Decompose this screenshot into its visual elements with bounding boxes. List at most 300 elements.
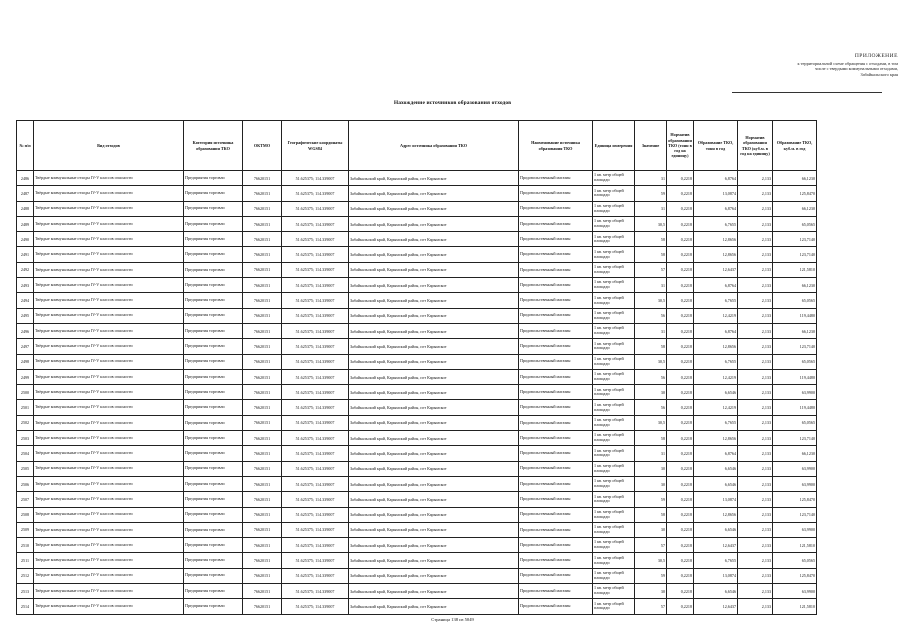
generation-tonnes-cell: 6,8764 xyxy=(694,171,738,186)
generation-cubic-cell: 123,7140 xyxy=(773,232,817,247)
oktmo-cell: 76620151 xyxy=(243,461,282,476)
col-header-generation-cubic: Образование ТКО, куб.м. в год xyxy=(773,121,817,171)
waste-type-cell: Твёрдые коммунальные отходы IV-V классов опасности xyxy=(34,247,184,262)
address-cell: Забайкальский край, Карымский район, пгт Карымское xyxy=(349,507,519,522)
address-cell: Забайкальский край, Карымский район, пгт Карымское xyxy=(349,232,519,247)
value-cell: 31 xyxy=(635,446,667,461)
row-number-cell: 2488 xyxy=(17,201,34,216)
norm-tonnes-cell: 0,2218 xyxy=(667,584,694,599)
table-row xyxy=(17,461,817,476)
norm-cubic-cell: 2,133 xyxy=(738,171,773,186)
norm-tonnes-cell: 0,2218 xyxy=(667,461,694,476)
generation-cubic-cell: 65,0565 xyxy=(773,354,817,369)
col-header-number: № п/п xyxy=(17,121,34,171)
unit-cell: 1 кв. метр общей площади xyxy=(593,247,635,262)
source-name-cell: Продовольственный магазин xyxy=(519,216,593,231)
coordinates-cell: 51.625375; 114.339007 xyxy=(282,308,349,323)
annex-block xyxy=(748,54,898,77)
source-category-cell: Предприятия торговли xyxy=(184,232,243,247)
norm-tonnes-cell: 0,2218 xyxy=(667,201,694,216)
value-cell: 30 xyxy=(635,476,667,491)
document-title: Нахождение источников образования отходов xyxy=(393,100,512,106)
source-category-cell: Предприятия торговли xyxy=(184,216,243,231)
source-name-cell: Продовольственный магазин xyxy=(519,584,593,599)
row-number-cell: 2502 xyxy=(17,415,34,430)
generation-tonnes-cell: 6,7655 xyxy=(694,216,738,231)
generation-tonnes-cell: 6,6546 xyxy=(694,476,738,491)
norm-tonnes-cell: 0,2218 xyxy=(667,522,694,537)
table-row xyxy=(17,247,817,262)
row-number-cell: 2487 xyxy=(17,186,34,201)
norm-cubic-cell: 2,133 xyxy=(738,492,773,507)
unit-cell: 1 кв. метр общей площади xyxy=(593,262,635,277)
coordinates-cell: 51.625375; 114.339007 xyxy=(282,538,349,553)
address-cell: Забайкальский край, Карымский район, пгт Карымское xyxy=(349,599,519,614)
row-number-cell: 2514 xyxy=(17,599,34,614)
oktmo-cell: 76620151 xyxy=(243,553,282,568)
table-row xyxy=(17,216,817,231)
generation-tonnes-cell: 6,8764 xyxy=(694,201,738,216)
source-category-cell: Предприятия торговли xyxy=(184,446,243,461)
oktmo-cell: 76620151 xyxy=(243,201,282,216)
norm-cubic-cell: 2,133 xyxy=(738,186,773,201)
norm-tonnes-cell: 0,2218 xyxy=(667,385,694,400)
value-cell: 30 xyxy=(635,522,667,537)
table-row xyxy=(17,186,817,201)
source-name-cell: Продовольственный магазин xyxy=(519,171,593,186)
norm-cubic-cell: 2,133 xyxy=(738,446,773,461)
source-category-cell: Предприятия торговли xyxy=(184,278,243,293)
norm-cubic-cell: 2,133 xyxy=(738,293,773,308)
generation-tonnes-cell: 13,0874 xyxy=(694,492,738,507)
norm-cubic-cell: 2,133 xyxy=(738,323,773,338)
norm-tonnes-cell: 0,2218 xyxy=(667,308,694,323)
coordinates-cell: 51.625375; 114.339007 xyxy=(282,293,349,308)
unit-cell: 1 кв. метр общей площади xyxy=(593,339,635,354)
generation-cubic-cell: 119,4480 xyxy=(773,308,817,323)
row-number-cell: 2509 xyxy=(17,522,34,537)
waste-type-cell: Твёрдые коммунальные отходы IV-V классов опасности xyxy=(34,385,184,400)
source-category-cell: Предприятия торговли xyxy=(184,431,243,446)
oktmo-cell: 76620151 xyxy=(243,216,282,231)
norm-tonnes-cell: 0,2218 xyxy=(667,476,694,491)
unit-cell: 1 кв. метр общей площади xyxy=(593,476,635,491)
waste-type-cell: Твёрдые коммунальные отходы IV-V классов опасности xyxy=(34,431,184,446)
norm-cubic-cell: 2,133 xyxy=(738,247,773,262)
row-number-cell: 2492 xyxy=(17,262,34,277)
source-name-cell: Продовольственный магазин xyxy=(519,415,593,430)
table-row xyxy=(17,278,817,293)
value-cell: 58 xyxy=(635,431,667,446)
coordinates-cell: 51.625375; 114.339007 xyxy=(282,584,349,599)
generation-tonnes-cell: 6,7655 xyxy=(694,415,738,430)
unit-cell: 1 кв. метр общей площади xyxy=(593,492,635,507)
oktmo-cell: 76620151 xyxy=(243,492,282,507)
address-cell: Забайкальский край, Карымский район, пгт Карымское xyxy=(349,201,519,216)
source-category-cell: Предприятия торговли xyxy=(184,584,243,599)
oktmo-cell: 76620151 xyxy=(243,186,282,201)
table-row xyxy=(17,323,817,338)
oktmo-cell: 76620151 xyxy=(243,400,282,415)
row-number-cell: 2510 xyxy=(17,538,34,553)
norm-cubic-cell: 2,133 xyxy=(738,369,773,384)
generation-cubic-cell: 123,7140 xyxy=(773,431,817,446)
waste-type-cell: Твёрдые коммунальные отходы IV-V классов опасности xyxy=(34,476,184,491)
coordinates-cell: 51.625375; 114.339007 xyxy=(282,385,349,400)
waste-type-cell: Твёрдые коммунальные отходы IV-V классов опасности xyxy=(34,308,184,323)
norm-tonnes-cell: 0,2218 xyxy=(667,171,694,186)
generation-cubic-cell: 123,7140 xyxy=(773,339,817,354)
row-number-cell: 2504 xyxy=(17,446,34,461)
coordinates-cell: 51.625375; 114.339007 xyxy=(282,492,349,507)
norm-tonnes-cell: 0,2218 xyxy=(667,492,694,507)
generation-tonnes-cell: 12,8656 xyxy=(694,247,738,262)
norm-cubic-cell: 2,133 xyxy=(738,232,773,247)
generation-cubic-cell: 66,1230 xyxy=(773,446,817,461)
unit-cell: 1 кв. метр общей площади xyxy=(593,431,635,446)
coordinates-cell: 51.625375; 114.339007 xyxy=(282,323,349,338)
col-header-value: Значение xyxy=(635,121,667,171)
coordinates-cell: 51.625375; 114.339007 xyxy=(282,171,349,186)
col-header-norm-tonnes: Норматив образования ТКО (тонн в год на единицу) xyxy=(667,121,694,171)
coordinates-cell: 51.625375; 114.339007 xyxy=(282,446,349,461)
generation-tonnes-cell: 6,6546 xyxy=(694,584,738,599)
address-cell: Забайкальский край, Карымский район, пгт Карымское xyxy=(349,568,519,583)
generation-tonnes-cell: 6,6546 xyxy=(694,461,738,476)
unit-cell: 1 кв. метр общей площади xyxy=(593,385,635,400)
row-number-cell: 2500 xyxy=(17,385,34,400)
unit-cell: 1 кв. метр общей площади xyxy=(593,446,635,461)
oktmo-cell: 76620151 xyxy=(243,293,282,308)
address-cell: Забайкальский край, Карымский район, пгт Карымское xyxy=(349,354,519,369)
waste-type-cell: Твёрдые коммунальные отходы IV-V классов опасности xyxy=(34,400,184,415)
address-cell: Забайкальский край, Карымский район, пгт Карымское xyxy=(349,431,519,446)
row-number-cell: 2495 xyxy=(17,308,34,323)
value-cell: 59 xyxy=(635,568,667,583)
oktmo-cell: 76620151 xyxy=(243,507,282,522)
waste-type-cell: Твёрдые коммунальные отходы IV-V классов опасности xyxy=(34,369,184,384)
generation-tonnes-cell: 12,4219 xyxy=(694,308,738,323)
generation-tonnes-cell: 6,7655 xyxy=(694,354,738,369)
page-footer: Страница 138 из 5049 xyxy=(431,617,474,622)
norm-tonnes-cell: 0,2218 xyxy=(667,446,694,461)
generation-cubic-cell: 121,5810 xyxy=(773,262,817,277)
generation-cubic-cell: 63,9900 xyxy=(773,461,817,476)
table-row xyxy=(17,538,817,553)
coordinates-cell: 51.625375; 114.339007 xyxy=(282,568,349,583)
oktmo-cell: 76620151 xyxy=(243,262,282,277)
oktmo-cell: 76620151 xyxy=(243,568,282,583)
norm-cubic-cell: 2,133 xyxy=(738,201,773,216)
generation-cubic-cell: 125,8470 xyxy=(773,492,817,507)
row-number-cell: 2506 xyxy=(17,476,34,491)
annex-divider xyxy=(732,92,882,93)
source-name-cell: Продовольственный магазин xyxy=(519,308,593,323)
waste-type-cell: Твёрдые коммунальные отходы IV-V классов опасности xyxy=(34,415,184,430)
norm-cubic-cell: 2,133 xyxy=(738,461,773,476)
norm-tonnes-cell: 0,2218 xyxy=(667,553,694,568)
value-cell: 30 xyxy=(635,385,667,400)
source-name-cell: Продовольственный магазин xyxy=(519,293,593,308)
row-number-cell: 2512 xyxy=(17,568,34,583)
source-name-cell: Продовольственный магазин xyxy=(519,538,593,553)
source-category-cell: Предприятия торговли xyxy=(184,461,243,476)
table-body xyxy=(17,171,817,615)
row-number-cell: 2498 xyxy=(17,354,34,369)
waste-type-cell: Твёрдые коммунальные отходы IV-V классов опасности xyxy=(34,262,184,277)
col-header-source-name: Наименование источника образования ТКО xyxy=(519,121,593,171)
oktmo-cell: 76620151 xyxy=(243,308,282,323)
oktmo-cell: 76620151 xyxy=(243,369,282,384)
row-number-cell: 2505 xyxy=(17,461,34,476)
waste-type-cell: Твёрдые коммунальные отходы IV-V классов опасности xyxy=(34,568,184,583)
value-cell: 57 xyxy=(635,262,667,277)
value-cell: 56 xyxy=(635,400,667,415)
norm-tonnes-cell: 0,2218 xyxy=(667,369,694,384)
coordinates-cell: 51.625375; 114.339007 xyxy=(282,522,349,537)
unit-cell: 1 кв. метр общей площади xyxy=(593,293,635,308)
generation-cubic-cell: 123,7140 xyxy=(773,507,817,522)
source-category-cell: Предприятия торговли xyxy=(184,492,243,507)
row-number-cell: 2496 xyxy=(17,323,34,338)
table-row xyxy=(17,369,817,384)
norm-cubic-cell: 2,133 xyxy=(738,339,773,354)
coordinates-cell: 51.625375; 114.339007 xyxy=(282,400,349,415)
annex-line: числе с твердыми коммунальными отходами, xyxy=(815,66,898,71)
waste-type-cell: Твёрдые коммунальные отходы IV-V классов опасности xyxy=(34,323,184,338)
source-name-cell: Продовольственный магазин xyxy=(519,201,593,216)
waste-type-cell: Твёрдые коммунальные отходы IV-V классов опасности xyxy=(34,201,184,216)
table-row xyxy=(17,568,817,583)
oktmo-cell: 76620151 xyxy=(243,538,282,553)
waste-type-cell: Твёрдые коммунальные отходы IV-V классов опасности xyxy=(34,492,184,507)
source-name-cell: Продовольственный магазин xyxy=(519,186,593,201)
address-cell: Забайкальский край, Карымский район, пгт Карымское xyxy=(349,584,519,599)
table-row xyxy=(17,385,817,400)
address-cell: Забайкальский край, Карымский район, пгт Карымское xyxy=(349,492,519,507)
generation-tonnes-cell: 6,8764 xyxy=(694,446,738,461)
generation-cubic-cell: 63,9900 xyxy=(773,476,817,491)
table-row xyxy=(17,400,817,415)
source-category-cell: Предприятия торговли xyxy=(184,522,243,537)
norm-tonnes-cell: 0,2218 xyxy=(667,599,694,614)
row-number-cell: 2503 xyxy=(17,431,34,446)
table-row xyxy=(17,171,817,186)
coordinates-cell: 51.625375; 114.339007 xyxy=(282,186,349,201)
oktmo-cell: 76620151 xyxy=(243,599,282,614)
unit-cell: 1 кв. метр общей площади xyxy=(593,461,635,476)
generation-tonnes-cell: 6,8764 xyxy=(694,323,738,338)
coordinates-cell: 51.625375; 114.339007 xyxy=(282,599,349,614)
unit-cell: 1 кв. метр общей площади xyxy=(593,323,635,338)
row-number-cell: 2499 xyxy=(17,369,34,384)
table-row xyxy=(17,262,817,277)
coordinates-cell: 51.625375; 114.339007 xyxy=(282,278,349,293)
generation-cubic-cell: 121,5810 xyxy=(773,538,817,553)
norm-tonnes-cell: 0,2218 xyxy=(667,400,694,415)
source-category-cell: Предприятия торговли xyxy=(184,171,243,186)
norm-tonnes-cell: 0,2218 xyxy=(667,278,694,293)
generation-cubic-cell: 63,9900 xyxy=(773,522,817,537)
source-category-cell: Предприятия торговли xyxy=(184,308,243,323)
norm-tonnes-cell: 0,2218 xyxy=(667,354,694,369)
source-category-cell: Предприятия торговли xyxy=(184,201,243,216)
source-name-cell: Продовольственный магазин xyxy=(519,339,593,354)
norm-cubic-cell: 2,133 xyxy=(738,599,773,614)
annex-line: к территориальной схеме обращения с отходами, в том xyxy=(797,60,898,66)
oktmo-cell: 76620151 xyxy=(243,476,282,491)
source-category-cell: Предприятия торговли xyxy=(184,507,243,522)
source-category-cell: Предприятия торговли xyxy=(184,568,243,583)
table-row xyxy=(17,507,817,522)
address-cell: Забайкальский край, Карымский район, пгт Карымское xyxy=(349,522,519,537)
norm-cubic-cell: 2,133 xyxy=(738,400,773,415)
source-name-cell: Продовольственный магазин xyxy=(519,492,593,507)
address-cell: Забайкальский край, Карымский район, пгт Карымское xyxy=(349,385,519,400)
table-row xyxy=(17,431,817,446)
generation-tonnes-cell: 12,8656 xyxy=(694,507,738,522)
unit-cell: 1 кв. метр общей площади xyxy=(593,278,635,293)
col-header-unit: Единица измерения xyxy=(593,121,635,171)
coordinates-cell: 51.625375; 114.339007 xyxy=(282,553,349,568)
address-cell: Забайкальский край, Карымский район, пгт Карымское xyxy=(349,538,519,553)
oktmo-cell: 76620151 xyxy=(243,415,282,430)
value-cell: 58 xyxy=(635,339,667,354)
waste-type-cell: Твёрдые коммунальные отходы IV-V классов опасности xyxy=(34,461,184,476)
generation-cubic-cell: 121,5810 xyxy=(773,599,817,614)
norm-cubic-cell: 2,133 xyxy=(738,538,773,553)
address-cell: Забайкальский край, Карымский район, пгт Карымское xyxy=(349,262,519,277)
waste-type-cell: Твёрдые коммунальные отходы IV-V классов опасности xyxy=(34,186,184,201)
value-cell: 58 xyxy=(635,232,667,247)
value-cell: 31 xyxy=(635,171,667,186)
source-name-cell: Продовольственный магазин xyxy=(519,461,593,476)
row-number-cell: 2491 xyxy=(17,247,34,262)
row-number-cell: 2501 xyxy=(17,400,34,415)
source-name-cell: Продовольственный магазин xyxy=(519,431,593,446)
unit-cell: 1 кв. метр общей площади xyxy=(593,171,635,186)
row-number-cell: 2511 xyxy=(17,553,34,568)
table-row xyxy=(17,339,817,354)
address-cell: Забайкальский край, Карымский район, пгт Карымское xyxy=(349,415,519,430)
source-name-cell: Продовольственный магазин xyxy=(519,369,593,384)
source-category-cell: Предприятия торговли xyxy=(184,247,243,262)
coordinates-cell: 51.625375; 114.339007 xyxy=(282,461,349,476)
norm-tonnes-cell: 0,2218 xyxy=(667,216,694,231)
waste-type-cell: Твёрдые коммунальные отходы IV-V классов опасности xyxy=(34,522,184,537)
value-cell: 59 xyxy=(635,186,667,201)
table-row xyxy=(17,293,817,308)
value-cell: 57 xyxy=(635,599,667,614)
norm-tonnes-cell: 0,2218 xyxy=(667,507,694,522)
row-number-cell: 2508 xyxy=(17,507,34,522)
address-cell: Забайкальский край, Карымский район, пгт Карымское xyxy=(349,323,519,338)
generation-tonnes-cell: 12,8656 xyxy=(694,431,738,446)
norm-cubic-cell: 2,133 xyxy=(738,553,773,568)
generation-tonnes-cell: 12,6437 xyxy=(694,538,738,553)
source-name-cell: Продовольственный магазин xyxy=(519,599,593,614)
row-number-cell: 2486 xyxy=(17,171,34,186)
table-row xyxy=(17,584,817,599)
table-row xyxy=(17,492,817,507)
source-name-cell: Продовольственный магазин xyxy=(519,247,593,262)
annex-title: ПРИЛОЖЕНИЕ xyxy=(854,53,898,59)
unit-cell: 1 кв. метр общей площади xyxy=(593,415,635,430)
waste-type-cell: Твёрдые коммунальные отходы IV-V классов опасности xyxy=(34,584,184,599)
value-cell: 30 xyxy=(635,584,667,599)
norm-cubic-cell: 2,133 xyxy=(738,262,773,277)
source-name-cell: Продовольственный магазин xyxy=(519,476,593,491)
generation-cubic-cell: 123,7140 xyxy=(773,247,817,262)
norm-cubic-cell: 2,133 xyxy=(738,415,773,430)
oktmo-cell: 76620151 xyxy=(243,584,282,599)
unit-cell: 1 кв. метр общей площади xyxy=(593,553,635,568)
generation-tonnes-cell: 13,0874 xyxy=(694,568,738,583)
source-category-cell: Предприятия торговли xyxy=(184,186,243,201)
row-number-cell: 2489 xyxy=(17,216,34,231)
oktmo-cell: 76620151 xyxy=(243,446,282,461)
generation-tonnes-cell: 6,7655 xyxy=(694,553,738,568)
coordinates-cell: 51.625375; 114.339007 xyxy=(282,216,349,231)
address-cell: Забайкальский край, Карымский район, пгт Карымское xyxy=(349,400,519,415)
source-category-cell: Предприятия торговли xyxy=(184,354,243,369)
col-header-waste-type: Вид отходов xyxy=(34,121,184,171)
coordinates-cell: 51.625375; 114.339007 xyxy=(282,369,349,384)
unit-cell: 1 кв. метр общей площади xyxy=(593,584,635,599)
unit-cell: 1 кв. метр общей площади xyxy=(593,507,635,522)
generation-cubic-cell: 66,1230 xyxy=(773,278,817,293)
generation-tonnes-cell: 6,7655 xyxy=(694,293,738,308)
source-name-cell: Продовольственный магазин xyxy=(519,522,593,537)
norm-tonnes-cell: 0,2218 xyxy=(667,323,694,338)
table-header-row xyxy=(17,121,817,171)
generation-tonnes-cell: 12,6437 xyxy=(694,262,738,277)
col-header-source-category: Категория источника образования ТКО xyxy=(184,121,243,171)
generation-cubic-cell: 125,8470 xyxy=(773,186,817,201)
unit-cell: 1 кв. метр общей площади xyxy=(593,186,635,201)
source-category-cell: Предприятия торговли xyxy=(184,476,243,491)
generation-cubic-cell: 119,4480 xyxy=(773,400,817,415)
norm-tonnes-cell: 0,2218 xyxy=(667,568,694,583)
address-cell: Забайкальский край, Карымский район, пгт Карымское xyxy=(349,247,519,262)
generation-cubic-cell: 66,1230 xyxy=(773,323,817,338)
source-category-cell: Предприятия торговли xyxy=(184,599,243,614)
table-row xyxy=(17,232,817,247)
coordinates-cell: 51.625375; 114.339007 xyxy=(282,247,349,262)
row-number-cell: 2507 xyxy=(17,492,34,507)
coordinates-cell: 51.625375; 114.339007 xyxy=(282,232,349,247)
source-name-cell: Продовольственный магазин xyxy=(519,278,593,293)
row-number-cell: 2490 xyxy=(17,232,34,247)
generation-tonnes-cell: 13,0874 xyxy=(694,186,738,201)
value-cell: 30,5 xyxy=(635,415,667,430)
address-cell: Забайкальский край, Карымский район, пгт Карымское xyxy=(349,171,519,186)
col-header-generation-tonnes: Образование ТКО, тонн в год xyxy=(694,121,738,171)
unit-cell: 1 кв. метр общей площади xyxy=(593,538,635,553)
source-name-cell: Продовольственный магазин xyxy=(519,568,593,583)
norm-cubic-cell: 2,133 xyxy=(738,308,773,323)
oktmo-cell: 76620151 xyxy=(243,171,282,186)
generation-cubic-cell: 65,0565 xyxy=(773,216,817,231)
col-header-coordinates: Географические координаты WGS84 xyxy=(282,121,349,171)
norm-tonnes-cell: 0,2218 xyxy=(667,293,694,308)
norm-tonnes-cell: 0,2218 xyxy=(667,262,694,277)
unit-cell: 1 кв. метр общей площади xyxy=(593,216,635,231)
norm-cubic-cell: 2,133 xyxy=(738,568,773,583)
value-cell: 30,5 xyxy=(635,553,667,568)
coordinates-cell: 51.625375; 114.339007 xyxy=(282,476,349,491)
norm-cubic-cell: 2,133 xyxy=(738,431,773,446)
